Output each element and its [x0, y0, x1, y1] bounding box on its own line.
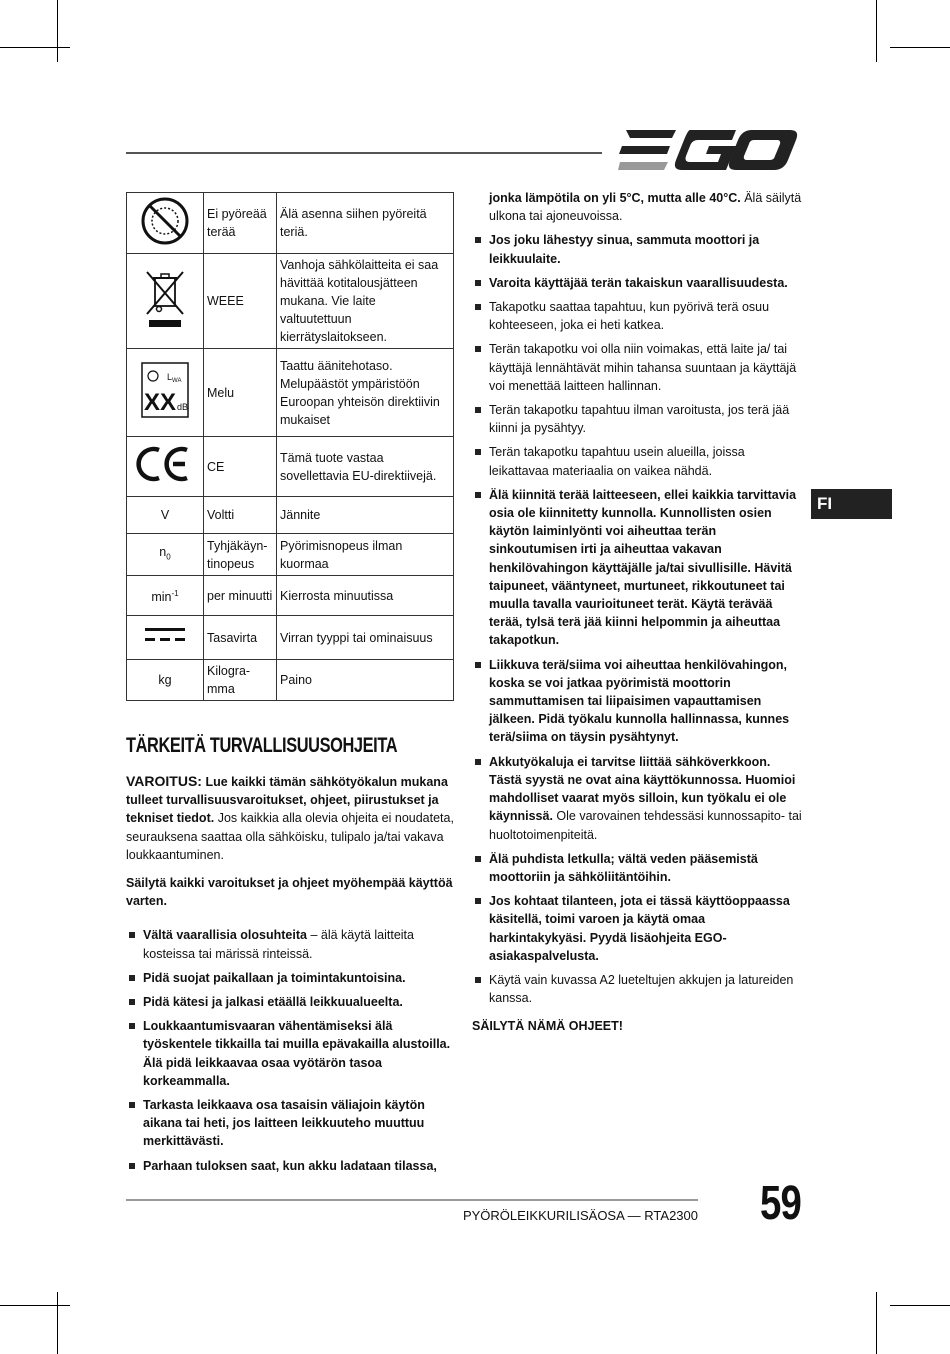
crop-mark	[57, 1292, 58, 1354]
table-row	[127, 193, 454, 254]
list-item	[472, 231, 802, 267]
right-column	[472, 189, 802, 1046]
table-row	[127, 576, 454, 616]
header-rule	[126, 152, 602, 154]
crop-mark	[876, 1292, 877, 1354]
table-row	[127, 349, 454, 437]
page-number: 59	[760, 1177, 802, 1230]
keep-paragraph	[126, 874, 456, 910]
table-cell-desc: Kierrosta minuutissa	[277, 576, 454, 616]
bullet-bold: jonka lämpötila on yli 5°C, mutta alle 40°C.	[489, 191, 741, 205]
list-item-continuation	[472, 189, 802, 225]
list-item	[126, 969, 456, 987]
svg-text:WA: WA	[172, 378, 182, 384]
table-cell-name: CE	[204, 437, 277, 497]
right-bullet-list	[472, 189, 802, 1007]
bullet-text: Älä säilytä ulkona tai ajoneuvoissa.	[489, 191, 802, 224]
symbol-text: min	[151, 590, 172, 605]
bullet-text: Ole varovainen tehdessäsi kunnossapito- tai huoltotoimenpiteitä.	[489, 809, 802, 842]
noise-label-icon	[141, 362, 189, 418]
bullet-text: – älä käytä laitteita kosteissa tai märissä rinteissä.	[143, 928, 414, 961]
bullet-bold: Pidä suojat paikallaan ja toimintakuntoisina.	[143, 970, 406, 985]
bullet-bold: Varoita käyttäjää terän takaiskun vaarallisuudesta.	[489, 275, 788, 290]
footer-title: PYÖRÖLEIKKURILISÄOSA — RTA2300	[462, 1208, 698, 1223]
left-column	[126, 772, 456, 1181]
bullet-text: Käytä vain kuvassa A2 lueteltujen akkujen ja latureiden kanssa.	[489, 972, 794, 1006]
table-cell-name: WEEE	[204, 254, 277, 349]
list-item	[472, 443, 802, 479]
table-cell-desc: Älä asenna siihen pyöreitä teriä.	[277, 193, 454, 254]
bullet-bold: Loukkaantumisvaaran vähentämiseksi älä työskentele tikkailla tai muilla epävakailla alustoilla. Älä pidä leikkaavaa osaa vyötärön tasoa korkeammalla.	[143, 1019, 451, 1088]
list-item	[472, 892, 802, 965]
table-cell-desc: Paino	[277, 660, 454, 701]
bullet-bold: Pidä kätesi ja jalkasi etäällä leikkuualueelta.	[143, 995, 403, 1010]
table-cell-name: Voltti	[204, 497, 277, 534]
table-cell-icon	[127, 437, 204, 497]
list-item	[472, 486, 802, 650]
list-item	[126, 1157, 456, 1175]
table-cell-desc: Taattu äänitehotaso. Melupäästöt ympäristöön Euroopan yhteisön direktiivin mukaiset	[277, 349, 454, 437]
crop-mark	[57, 0, 58, 62]
table-cell-name: per minuutti	[204, 576, 277, 616]
warning-text: Jos kaikkia alla olevia ohjeita ei noudateta, seurauksena saattaa olla sähköisku, tulipalo ja/tai vakava loukkaantuminen.	[126, 811, 454, 862]
crop-mark	[890, 1305, 950, 1306]
bullet-bold: Älä kiinnitä terää laitteeseen, ellei kaikkia tarvittavia osia ole kiinnitetty kunnolla. Kunnollisten osien käytön laiminlyönti voi aiheuttaa terän sinkoutumisen irti ja aiheuttaa vakavan henkilövahingon käyttäjälle ja/tai sivullisille. Hävitä taipuneet, vääntyneet, murtuneet, rikkoutuneet tai muulla tavalla vaurioituneet terät. Käytä terävää terää, tylsä terä jää kiinni helpommin ja aiheuttaa takapotkun.	[489, 487, 797, 648]
bullet-bold: Tarkasta leikkaava osa tasaisin väliajoin käytön aikana tai heti, jos laitteen leikkuuteho muuttuu merkittävästi.	[143, 1098, 425, 1149]
bullet-bold: Akkutyökaluja ei tarvitse liittää sähköverkkoon. Tästä syystä ne ovat aina käyttökunnossa. Huomioi mahdolliset vaarat myös silloin, kun työkalu ei ole käynnissä.	[489, 754, 796, 824]
bullet-bold: Liikkuva terä/siima voi aiheuttaa henkilövahingon, koska se voi jatkaa pyörimistä moottorin sammuttamisen tai liipaisimen vapauttamisen jälkeen. Pidä työkalu kunnolla hallinnassa, kunnes terä/siima on täysin pysähtynyt.	[489, 657, 790, 745]
list-item	[472, 850, 802, 886]
table-row	[127, 497, 454, 534]
table-row	[127, 616, 454, 660]
list-item	[126, 1096, 456, 1151]
save-note-paragraph	[472, 1017, 802, 1035]
bullet-bold: Parhaan tuloksen saat, kun akku ladataan tilassa,	[143, 1158, 437, 1173]
bullet-text: Terän takapotku tapahtuu usein alueilla, joissa leikattavaa materiaalia on vaikea nähdä.	[489, 445, 745, 478]
table-cell-name: Tasavirta	[204, 616, 277, 660]
list-item	[126, 926, 456, 962]
symbol-superscript: -1	[171, 588, 179, 598]
crop-mark	[0, 1305, 70, 1306]
table-row	[127, 534, 454, 576]
bullet-text: Takapotku saattaa tapahtuu, kun pyörivä terä osuu kohteeseen, joka ei heti katkea.	[489, 300, 770, 333]
table-cell-symbol	[127, 576, 204, 616]
table-row	[127, 254, 454, 349]
table-cell-desc: Virran tyyppi tai ominaisuus	[277, 616, 454, 660]
table-cell-desc: Tämä tuote vastaa sovellettavia EU-direktiivejä.	[277, 437, 454, 497]
table-row	[127, 437, 454, 497]
weee-icon	[143, 268, 187, 330]
save-note: SÄILYTÄ NÄMÄ OHJEET!	[472, 1019, 623, 1034]
list-item	[472, 340, 802, 395]
table-cell-name: Tyhjäkäyn-tinopeus	[204, 534, 277, 576]
table-cell-desc: Jännite	[277, 497, 454, 534]
bullet-text: Terän takapotku tapahtuu ilman varoitusta, jos terä jää kiinni ja pysähtyy.	[489, 403, 790, 436]
keep-text: Säilytä kaikki varoitukset ja ohjeet myöhempää käyttöä varten.	[126, 876, 453, 909]
list-item	[472, 753, 802, 844]
table-cell-desc: Pyörimisnopeus ilman kuormaa	[277, 534, 454, 576]
bullet-text: Terän takapotku voi olla niin voimakas, että laite ja/ tai käyttäjä lennähtävät mihin tahansa suuntaan ja käyttäjä voi menettää laitteen hallinnan.	[489, 342, 797, 393]
svg-text:XX: XX	[144, 389, 177, 416]
table-cell-symbol	[127, 534, 204, 576]
table-cell-icon	[127, 254, 204, 349]
bullet-bold: Älä puhdista letkulla; vältä veden pääsemistä moottoriin ja sähköliitäntöihin.	[489, 851, 758, 884]
crop-mark	[0, 47, 70, 48]
direct-current-icon	[143, 624, 187, 646]
list-item	[472, 274, 802, 292]
crop-mark	[890, 47, 950, 48]
list-item	[126, 1017, 456, 1090]
no-round-blade-icon	[139, 195, 191, 247]
list-item	[472, 401, 802, 437]
symbol-table	[126, 192, 454, 701]
left-bullet-list	[126, 926, 456, 1174]
bullet-bold: Jos joku lähestyy sinua, sammuta moottori ja leikkuulaite.	[489, 233, 760, 266]
svg-text:dB: dB	[177, 402, 189, 412]
table-cell-icon	[127, 616, 204, 660]
warning-bold-text: Lue kaikki tämän sähkötyökalun mukana tulleet turvallisuusvaroitukset, ohjeet, piirustukset ja tekniset tiedot.	[126, 775, 448, 826]
table-cell-icon	[127, 193, 204, 254]
ego-logo	[618, 126, 800, 174]
symbol-text: n	[159, 544, 167, 559]
crop-mark	[876, 0, 877, 62]
language-tab: FI	[811, 489, 892, 519]
list-item	[126, 993, 456, 1011]
table-cell-name: Ei pyöreää terää	[204, 193, 277, 254]
svg-text:L: L	[167, 372, 173, 382]
list-item	[472, 656, 802, 747]
section-heading: TÄRKEITÄ TURVALLISUUSOHJEITA	[126, 734, 398, 757]
table-cell-symbol: kg	[127, 660, 204, 701]
list-item	[472, 971, 802, 1007]
table-cell-desc: Vanhoja sähkölaitteita ei saa hävittää kotitalousjätteen mukana. Vie laite valtuutettuun kierrätyslaitokseen.	[277, 254, 454, 349]
footer-rule	[126, 1199, 698, 1201]
table-cell-name: Kilogra-mma	[204, 660, 277, 701]
warning-label: VAROITUS:	[126, 773, 202, 789]
table-cell-icon	[127, 349, 204, 437]
table-cell-symbol: V	[127, 497, 204, 534]
table-cell-name: Melu	[204, 349, 277, 437]
list-item	[472, 298, 802, 334]
ce-mark-icon	[135, 444, 195, 484]
symbol-subscript: 0	[166, 552, 171, 562]
warning-paragraph	[126, 772, 456, 864]
bullet-bold: Vältä vaarallisia olosuhteita	[143, 928, 307, 943]
bullet-bold: Jos kohtaat tilanteen, jota ei tässä käyttöoppaassa käsitellä, toimi varoen ja käytä omaa harkintakykyäsi. Pyydä lisäohjeita EGO-asiakaspalvelusta.	[489, 894, 790, 963]
table-row	[127, 660, 454, 701]
